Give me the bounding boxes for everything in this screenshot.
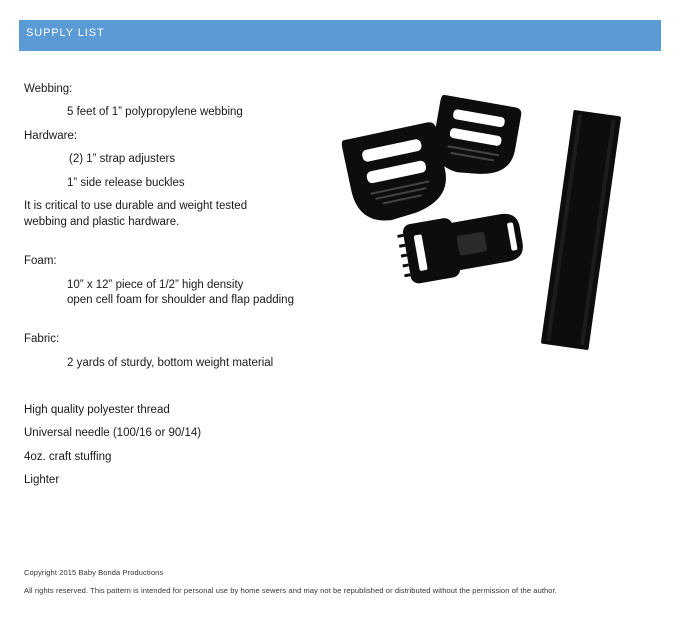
hardware-note-line1: It is critical to use durable and weight tested [24,200,248,212]
foam-line1: 10” x 12” piece of 1/2” high density [67,279,244,291]
side-release-buckle-image [396,205,527,285]
hardware-heading: Hardware: [24,130,78,142]
hardware-illustration [336,95,636,355]
supply-thread: High quality polyester thread [24,404,170,416]
foam-heading: Foam: [24,255,57,267]
supply-stuffing: 4oz. craft stuffing [24,451,112,463]
section-title: SUPPLY LIST [26,27,105,39]
webbing-item: 5 feet of 1” polypropylene webbing [67,106,243,118]
supply-needle: Universal needle (100/16 or 90/14) [24,427,202,439]
foam-line2: open cell foam for shoulder and flap padding [67,294,294,306]
supply-lighter: Lighter [24,474,60,486]
section-header [19,20,661,51]
fabric-heading: Fabric: [24,333,60,345]
hardware-item-strap-adjusters: (2) 1” strap adjusters [69,153,176,165]
webbing-heading: Webbing: [24,83,73,95]
copyright-notice: Copyright 2015 Baby Bonda Productions [24,568,164,577]
hardware-note-line2: webbing and plastic hardware. [24,216,180,228]
hardware-item-buckles: 1” side release buckles [67,177,185,189]
rights-notice: All rights reserved. This pattern is intended for personal use by home sewers and may not be republished or distributed without the permission of the author. [24,586,557,595]
webbing-strap-image [541,110,621,350]
fabric-item: 2 yards of sturdy, bottom weight material [67,357,274,369]
